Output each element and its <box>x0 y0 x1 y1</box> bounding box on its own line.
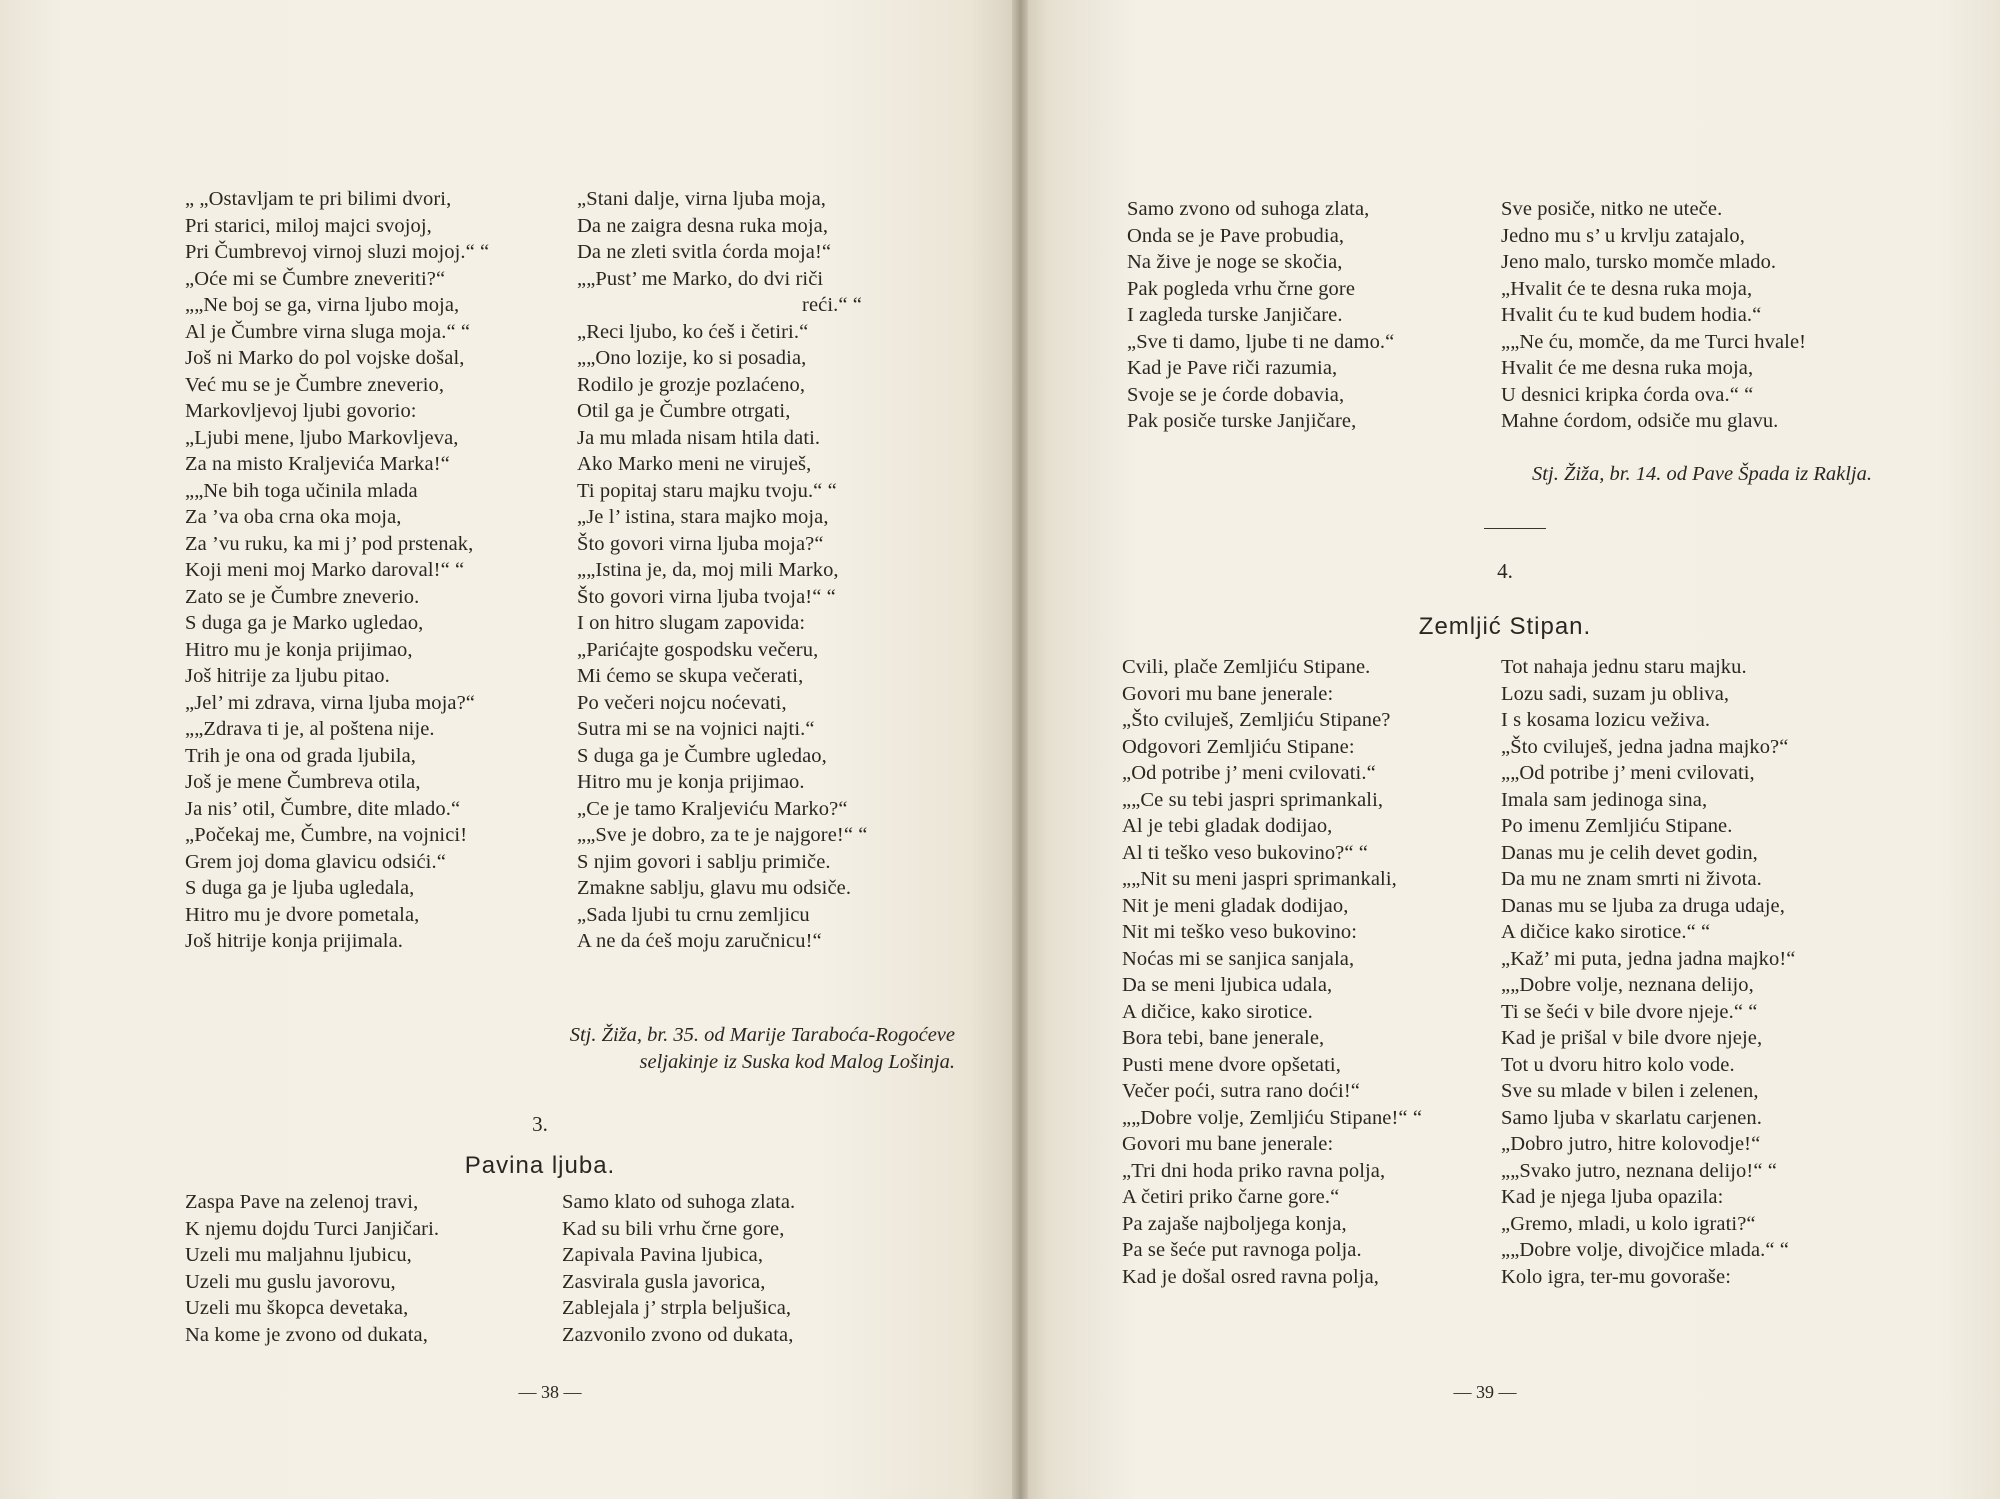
verse-line: Zmakne sablju, glavu mu odsiče. <box>577 877 852 899</box>
verse-line: Hitro mu je konja prijimao. <box>577 771 805 793</box>
verse-line: Cvili, plače Zemljiću Stipane. <box>1122 656 1371 678</box>
verse-line: Otil ga je Čumbre otrgati, <box>577 400 791 422</box>
verse-line: Da se meni ljubica udala, <box>1122 974 1333 996</box>
verse-line: Pusti mene dvore opšetati, <box>1122 1053 1341 1076</box>
verse-line: „Što cviluješ, Zemljiću Stipane? <box>1122 709 1391 731</box>
verse-line: Sve posiče, nitko ne uteče. <box>1501 198 1723 220</box>
verse-line: Sve su mlade v bilen i zelenen, <box>1501 1080 1759 1102</box>
verse-line: Jeno malo, tursko momče mlado. <box>1501 251 1777 273</box>
verse-line: „Kaž’ mi puta, jedna jadna majko!“ <box>1501 947 1796 970</box>
verse-line: „„Svako jutro, neznana delijo!“ “ <box>1501 1159 1777 1182</box>
book-gutter <box>1012 0 1028 1499</box>
verse-line: Pak pogleda vrhu črne gore <box>1127 277 1356 300</box>
verse-line: Nit mi teško veso bukovino: <box>1122 921 1358 943</box>
verse-line: Pri starici, miloj majci svojoj, <box>185 214 432 237</box>
verse-line: Po večeri nojcu noćevati, <box>577 691 787 714</box>
verse-line: Večer poći, sutra rano doći!“ <box>1122 1080 1360 1102</box>
right-poem-column-2 <box>1501 196 1881 435</box>
verse-line: „Dobro jutro, hitre kolovodje!“ <box>1501 1133 1761 1155</box>
verse-line: Ti se šeći v bile dvore njeje.“ “ <box>1501 1000 1758 1023</box>
verse-line: Uzeli mu guslu javorovu, <box>185 1270 396 1293</box>
verse-line: „Reci ljubo, ko ćeš i četiri.“ <box>577 320 809 343</box>
verse-line: Al je Čumbre virna sluga moja.“ “ <box>185 320 471 343</box>
verse-line: „„Dobre volje, neznana delijo, <box>1501 974 1754 996</box>
verse-line: Da mu ne znam smrti ni života. <box>1501 868 1762 890</box>
verse-line: „„Nit su meni jaspri sprimankali, <box>1122 868 1397 890</box>
verse-line: Što govori virna ljuba tvoja!“ “ <box>577 585 836 608</box>
left-poem-column-1 <box>185 186 555 955</box>
section-number-4: 4. <box>1497 559 1513 583</box>
verse-line: „Od potribe j’ meni cvilovati.“ <box>1122 762 1376 784</box>
verse-line: Kad su bili vrhu črne gore, <box>562 1217 785 1240</box>
verse-line: Markovljevoj ljubi govorio: <box>185 400 417 422</box>
verse-line: Noćas mi se sanjica sanjala, <box>1122 947 1355 970</box>
verse-line: „Gremo, mladi, u kolo igrati?“ <box>1501 1212 1756 1235</box>
verse-line: Govori mu bane jenerale: <box>1122 682 1334 705</box>
verse-line: „„Zdrava ti je, al poštena nije. <box>185 718 435 740</box>
verse-line: Zapivala Pavina ljubica, <box>562 1244 764 1266</box>
verse-line: „„Dobre volje, Zemljiću Stipane!“ “ <box>1122 1106 1423 1129</box>
verse-line: „Što cviluješ, jedna jadna majko?“ <box>1501 735 1789 758</box>
right-attribution: Stj. Žiža, br. 14. od Pave Špada iz Raklja. <box>1532 463 1872 485</box>
verse-line: „„Ne bih toga učinila mlada <box>185 479 418 502</box>
verse-line: Kad je njega ljuba opazila: <box>1501 1186 1724 1208</box>
verse-line: „„Dobre volje, divojčice mlada.“ “ <box>1501 1239 1789 1261</box>
verse-line: S duga ga je ljuba ugledala, <box>185 877 415 899</box>
verse-line: Trih je ona od grada ljubila, <box>185 744 417 767</box>
right-page-number: — 39 — <box>1453 1382 1517 1402</box>
zemljic-column-1 <box>1122 654 1502 1290</box>
verse-line: Ja mu mlada nisam htila dati. <box>577 426 821 449</box>
verse-line: A četiri priko čarne gore.“ <box>1122 1186 1340 1208</box>
verse-line: Na žive je noge se skočia, <box>1127 251 1343 273</box>
verse-line: I s kosama lozicu veživa. <box>1501 709 1711 731</box>
right-poem-column-1 <box>1127 196 1497 435</box>
verse-line: Samo ljuba v skarlatu carjenen. <box>1501 1106 1762 1129</box>
verse-line: Danas mu je celih devet godin, <box>1501 841 1758 864</box>
section-title-pavina-ljuba: Pavina ljuba. <box>464 1152 616 1179</box>
verse-line: „„Istina je, da, moj mili Marko, <box>577 559 839 581</box>
verse-line: Odgovori Zemljiću Stipane: <box>1122 735 1355 758</box>
verse-line: U desnici kripka ćorda ova.“ “ <box>1501 383 1754 406</box>
verse-line: „Stani dalje, virna ljuba moja, <box>577 188 827 210</box>
verse-line: Kad je Pave riči razumia, <box>1127 357 1338 379</box>
verse-line: I zagleda turske Janjičare. <box>1127 304 1343 326</box>
verse-line: A ne da ćeš moju zaručnicu!“ <box>577 930 822 952</box>
verse-line: Pri Čumbrevoj virnoj sluzi mojoj.“ “ <box>185 241 490 263</box>
verse-line: K njemu dojdu Turci Janjičari. <box>185 1217 440 1240</box>
verse-line: Mahne ćordom, odsiče mu glavu. <box>1501 410 1779 432</box>
verse-line: I on hitro slugam zapovida: <box>577 612 806 634</box>
verse-line: Lozu sadi, suzam ju obliva, <box>1501 682 1730 705</box>
section-number-3: 3. <box>532 1112 548 1136</box>
verse-line: Danas mu se ljuba za druga udaje, <box>1501 894 1785 917</box>
verse-line: Hitro mu je konja prijimao, <box>185 638 413 661</box>
verse-line: Kad je došal osred ravna polja, <box>1122 1265 1379 1288</box>
verse-line: Zaspa Pave na zelenoj travi, <box>185 1191 419 1213</box>
verse-line: Zablejala j’ strpla beljušica, <box>562 1297 792 1319</box>
verse-line: Imala sam jedinoga sina, <box>1501 788 1708 811</box>
verse-line: Bora tebi, bane jenerale, <box>1122 1027 1325 1049</box>
verse-line: reći.“ “ <box>802 294 862 316</box>
verse-line: Uzeli mu škopca devetaka, <box>185 1297 409 1319</box>
verse-line: Mi ćemo se skupa večerati, <box>577 665 804 687</box>
verse-line: Jedno mu s’ u krvlju zatajalo, <box>1501 224 1746 247</box>
verse-line: Što govori virna ljuba moja?“ <box>577 532 824 555</box>
verse-line: Svoje se je ćorde dobavia, <box>1127 383 1345 406</box>
verse-line: Za na misto Kraljevića Marka!“ <box>185 453 450 475</box>
left-page-number: — 38 — <box>518 1382 582 1402</box>
pavina-column-2 <box>562 1189 882 1348</box>
verse-line: Sutra mi se na vojnici najti.“ <box>577 718 815 740</box>
verse-line: Grem joj doma glavicu odsići.“ <box>185 850 446 873</box>
verse-line: Pa se šeće put ravnoga polja. <box>1122 1239 1362 1261</box>
verse-line: S duga ga je Čumbre ugledao, <box>577 744 827 767</box>
verse-line: „Oće mi se Čumbre zneveriti?“ <box>185 267 446 290</box>
verse-line: Već mu se je Čumbre zneverio, <box>185 373 445 396</box>
verse-line: Rodilo je grozje pozlaćeno, <box>577 373 806 396</box>
verse-line: „„Ne ću, momče, da me Turci hvale! <box>1501 330 1807 353</box>
verse-line: Nit je meni gladak dodijao, <box>1122 894 1349 917</box>
verse-line: Još hitrije konja prijimala. <box>185 930 404 952</box>
left-poem-column-2 <box>577 186 868 955</box>
verse-line: A dičice, kako sirotice. <box>1122 1000 1313 1023</box>
verse-line: Koji meni moj Marko daroval!“ “ <box>185 559 465 581</box>
verse-line: Na kome je zvono od dukata, <box>185 1323 428 1346</box>
verse-line: „Hvalit će te desna ruka moja, <box>1501 277 1753 300</box>
verse-line: Samo zvono od suhoga zlata, <box>1127 198 1370 220</box>
verse-line: Tot nahaja jednu staru majku. <box>1501 656 1747 678</box>
verse-line: Zazvonilo zvono od dukata, <box>562 1323 794 1346</box>
verse-line: S njim govori i sablju primiče. <box>577 850 831 873</box>
verse-line: Kolo igra, ter-mu govoraše: <box>1501 1265 1732 1288</box>
verse-line: Još je mene Čumbreva otila, <box>185 771 421 793</box>
verse-line: Tot u dvoru hitro kolo vode. <box>1501 1053 1735 1076</box>
verse-line: Za ’va oba crna oka moja, <box>185 506 402 528</box>
left-attribution <box>335 1022 955 1076</box>
verse-line: „„Od potribe j’ meni cvilovati, <box>1501 762 1755 784</box>
verse-line: „Ce je tamo Kraljeviću Marko?“ <box>577 797 848 820</box>
verse-line: Ti popitaj staru majku tvoju.“ “ <box>577 479 837 502</box>
verse-line: „Sve ti damo, ljube ti ne damo.“ <box>1127 330 1395 353</box>
verse-line: Da ne zleti svitla ćorda moja!“ <box>577 241 832 263</box>
verse-line: „Sada ljubi tu crnu zemljicu <box>577 903 810 926</box>
pavina-column-1 <box>185 1189 555 1348</box>
verse-line: Kad je prišal v bile dvore njeje, <box>1501 1027 1763 1049</box>
verse-line: „„Ne boj se ga, virna ljubo moja, <box>185 294 460 316</box>
verse-line: „„Sve je dobro, za te je najgore!“ “ <box>577 824 868 846</box>
verse-line: Ja nis’ otil, Čumbre, dite mlado.“ <box>185 797 461 820</box>
verse-line: Za ’vu ruku, ka mi j’ pod prstenak, <box>185 532 474 555</box>
verse-line: Ako Marko meni ne viruješ, <box>577 453 812 475</box>
left-attribution-line-2: seljakinje iz Suska kod Malog Lošinja. <box>639 1051 955 1073</box>
left-attribution-line-1: Stj. Žiža, br. 35. od Marije Taraboća-Rogoćeve <box>569 1024 955 1046</box>
verse-line: „ „Ostavljam te pri bilimi dvori, <box>185 188 452 210</box>
verse-line: Al ti teško veso bukovino?“ “ <box>1122 841 1369 864</box>
verse-line: Zasvirala gusla javorica, <box>562 1270 766 1293</box>
verse-line: Pak posiče turske Janjičare, <box>1127 410 1357 432</box>
verse-line: A dičice kako sirotice.“ “ <box>1501 921 1711 943</box>
verse-line: „Parićajte gospodsku večeru, <box>577 638 819 661</box>
verse-line: „Ljubi mene, ljubo Markovljeva, <box>185 426 459 449</box>
verse-line: „„Ce su tebi jaspri sprimankali, <box>1122 788 1384 811</box>
verse-line: Zato se je Čumbre zneverio. <box>185 585 420 608</box>
verse-line: Hvalit ću te kud budem hodia.“ <box>1501 304 1762 326</box>
verse-line: Onda se je Pave probudia, <box>1127 224 1345 247</box>
section-title-zemljic-stipan: Zemljić Stipan. <box>1418 613 1592 640</box>
verse-line: „„Ono lozije, ko si posadia, <box>577 347 807 369</box>
verse-line: „Je l’ istina, stara majko moja, <box>577 506 829 528</box>
verse-line: Uzeli mu maljahnu ljubicu, <box>185 1244 412 1266</box>
verse-line: Još ni Marko do pol vojske došal, <box>185 347 465 369</box>
verse-line: „„Pust’ me Marko, do dvi riči <box>577 267 824 290</box>
verse-line: Hitro mu je dvore pometala, <box>185 903 420 926</box>
verse-line: Samo klato od suhoga zlata. <box>562 1191 796 1213</box>
verse-line: S duga ga je Marko ugledao, <box>185 612 424 634</box>
verse-line: Još hitrije za ljubu pitao. <box>185 665 390 687</box>
verse-line: Govori mu bane jenerale: <box>1122 1133 1334 1155</box>
right-page <box>1020 0 2000 1499</box>
verse-line: Hvalit će me desna ruka moja, <box>1501 357 1754 379</box>
verse-line: Pa zajaše najboljega konja, <box>1122 1212 1347 1235</box>
verse-line: Po imenu Zemljiću Stipane. <box>1501 815 1733 837</box>
verse-line: „Počekaj me, Čumbre, na vojnici! <box>185 824 468 846</box>
section-divider-rule <box>1484 528 1546 529</box>
verse-line: Al je tebi gladak dodijao, <box>1122 815 1333 837</box>
verse-line: Da ne zaigra desna ruka moja, <box>577 214 829 237</box>
verse-line: „Jel’ mi zdrava, virna ljuba moja?“ <box>185 691 475 714</box>
verse-line: „Tri dni hoda priko ravna polja, <box>1122 1159 1386 1182</box>
zemljic-column-2 <box>1501 654 1881 1290</box>
